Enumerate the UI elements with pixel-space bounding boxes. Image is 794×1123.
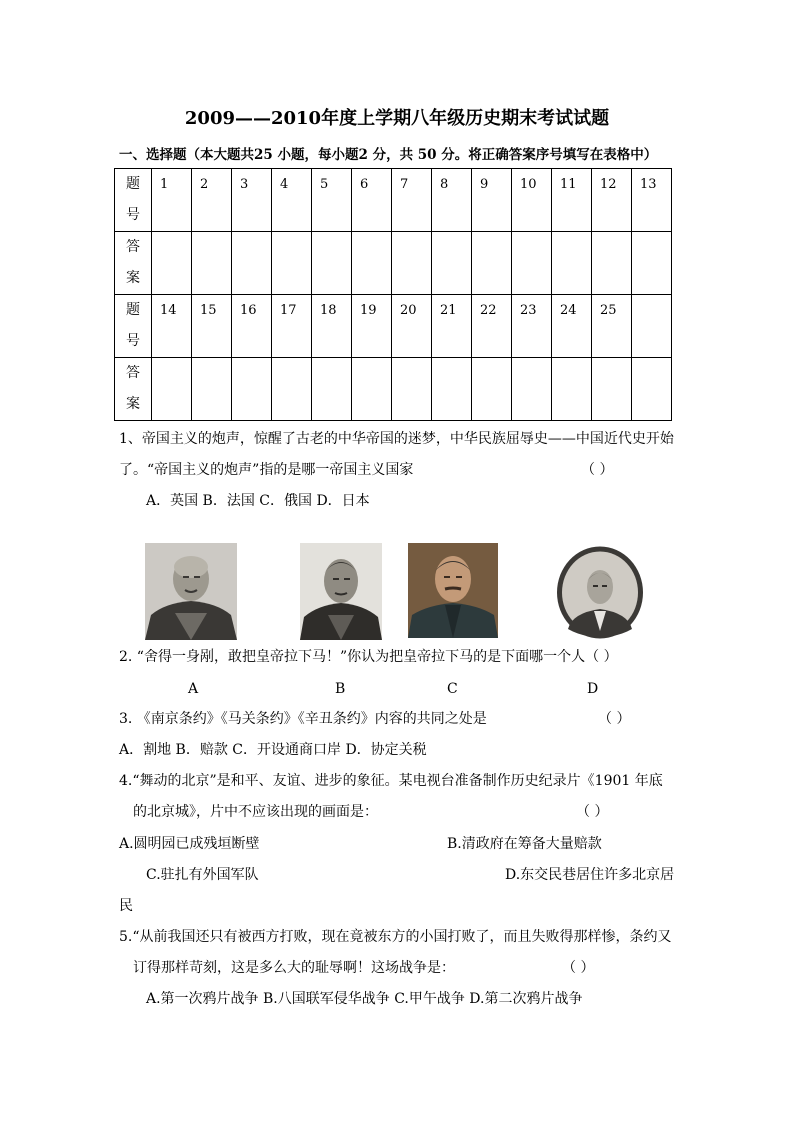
row-label-answer: 答 案 [115, 232, 152, 295]
answer-cell[interactable] [232, 358, 272, 421]
number-cell: 15 [192, 295, 232, 358]
answer-cell[interactable] [192, 358, 232, 421]
answer-cell[interactable] [512, 232, 552, 295]
table-row [115, 169, 672, 232]
q1-stem-line2: 了。“帝国主义的炮声”指的是哪一帝国主义国家 [119, 462, 414, 478]
q5-answer-paren: （ ） [562, 960, 595, 976]
answer-cell[interactable] [352, 358, 392, 421]
q3-answer-paren: （ ） [598, 711, 631, 727]
portrait-photo-b[interactable] [300, 543, 382, 640]
table-row [115, 295, 672, 358]
answer-cell[interactable] [552, 232, 592, 295]
q2-stem: 2. “舍得一身剐，敢把皇帝拉下马！”你认为把皇帝拉下马的是下面哪一个人（ ） [119, 649, 618, 665]
number-cell: 4 [272, 169, 312, 232]
answer-table [114, 168, 672, 421]
answer-cell[interactable] [592, 358, 632, 421]
number-cell: 7 [392, 169, 432, 232]
number-cell: 12 [592, 169, 632, 232]
answer-cell[interactable] [392, 232, 432, 295]
q3-options: A．割地 B．赔款 C．开设通商口岸 D．协定关税 [119, 742, 427, 758]
number-cell: 11 [552, 169, 592, 232]
q4-option-d: D.东交民巷居住许多北京居 [505, 867, 675, 883]
answer-cell[interactable] [632, 232, 672, 295]
portrait-photo-d[interactable] [556, 545, 644, 640]
answer-cell[interactable] [592, 232, 632, 295]
section1-heading: 一、选择题（本大题共25 小题，每小题2 分，共 50 分。将正确答案序号填写在表格中） [119, 147, 658, 163]
number-cell: 24 [552, 295, 592, 358]
q2-label-c: C [447, 681, 458, 697]
answer-cell[interactable] [272, 232, 312, 295]
answer-cell[interactable] [272, 358, 312, 421]
number-cell: 19 [352, 295, 392, 358]
number-cell: 5 [312, 169, 352, 232]
answer-cell[interactable] [512, 358, 552, 421]
answer-cell[interactable] [152, 232, 192, 295]
q4-stem-line2: 的北京城》，片中不应该出现的画面是： [133, 804, 378, 820]
answer-cell[interactable] [352, 232, 392, 295]
q3-stem: 3. 《南京条约》《马关条约》《辛丑条约》内容的共同之处是 [119, 711, 487, 727]
number-cell: 23 [512, 295, 552, 358]
q1-options: A．英国 B．法国 C．俄国 D．日本 [146, 493, 370, 509]
q5-options: A.第一次鸦片战争 B.八国联军侵华战争 C.甲午战争 D.第二次鸦片战争 [146, 991, 583, 1007]
row-label-number: 题 号 [115, 295, 152, 358]
q2-label-a: A [188, 681, 199, 697]
q2-label-b: B [335, 681, 346, 697]
q4-option-c: C.驻扎有外国军队 [146, 867, 259, 883]
answer-cell[interactable] [392, 358, 432, 421]
row-label-number: 题 号 [115, 169, 152, 232]
q5-stem-line2: 订得那样苛刻，这是多么大的耻辱啊！这场战争是： [133, 960, 455, 976]
answer-cell[interactable] [192, 232, 232, 295]
q1-answer-paren: （ ） [581, 462, 614, 478]
number-cell: 13 [632, 169, 672, 232]
number-cell: 2 [192, 169, 232, 232]
answer-cell[interactable] [472, 232, 512, 295]
number-cell: 3 [232, 169, 272, 232]
q4-option-b: B.清政府在筹备大量赔款 [447, 836, 602, 852]
q2-label-d: D [587, 681, 599, 697]
table-row [115, 358, 672, 421]
number-cell: 10 [512, 169, 552, 232]
number-cell: 6 [352, 169, 392, 232]
number-cell: 14 [152, 295, 192, 358]
number-cell: 17 [272, 295, 312, 358]
portrait-photo-a[interactable] [145, 543, 237, 640]
answer-cell[interactable] [432, 232, 472, 295]
row-label-answer: 答 案 [115, 358, 152, 421]
q4-option-a: A.圆明园已成残垣断壁 [119, 836, 260, 852]
answer-cell[interactable] [232, 232, 272, 295]
number-cell: 25 [592, 295, 632, 358]
number-cell: 21 [432, 295, 472, 358]
number-cell: 8 [432, 169, 472, 232]
number-cell: 9 [472, 169, 512, 232]
number-cell: 16 [232, 295, 272, 358]
number-cell: 1 [152, 169, 192, 232]
number-cell: 22 [472, 295, 512, 358]
answer-cell[interactable] [312, 358, 352, 421]
answer-cell[interactable] [312, 232, 352, 295]
number-cell [632, 295, 672, 358]
q5-stem-line1: 5.“从前我国还只有被西方打败，现在竟被东方的小国打败了，而且失败得那样惨，条约又 [119, 929, 672, 945]
answer-cell[interactable] [632, 358, 672, 421]
portrait-photo-c[interactable] [408, 543, 498, 638]
answer-cell[interactable] [472, 358, 512, 421]
answer-cell[interactable] [152, 358, 192, 421]
q4-stem-line1: 4.“舞动的北京”是和平、友谊、进步的象征。某电视台准备制作历史纪录片《1901 年底 [119, 773, 663, 789]
answer-cell[interactable] [432, 358, 472, 421]
q4-option-d-continued: 民 [119, 898, 133, 914]
number-cell: 18 [312, 295, 352, 358]
q4-answer-paren: （ ） [576, 804, 609, 820]
answer-cell[interactable] [552, 358, 592, 421]
page-title: 2009——2010年度上学期八年级历史期末考试试题 [184, 108, 610, 129]
table-row [115, 232, 672, 295]
number-cell: 20 [392, 295, 432, 358]
q1-stem-line1: 1、帝国主义的炮声，惊醒了古老的中华帝国的迷梦，中华民族屈辱史——中国近代史开始 [119, 431, 674, 447]
